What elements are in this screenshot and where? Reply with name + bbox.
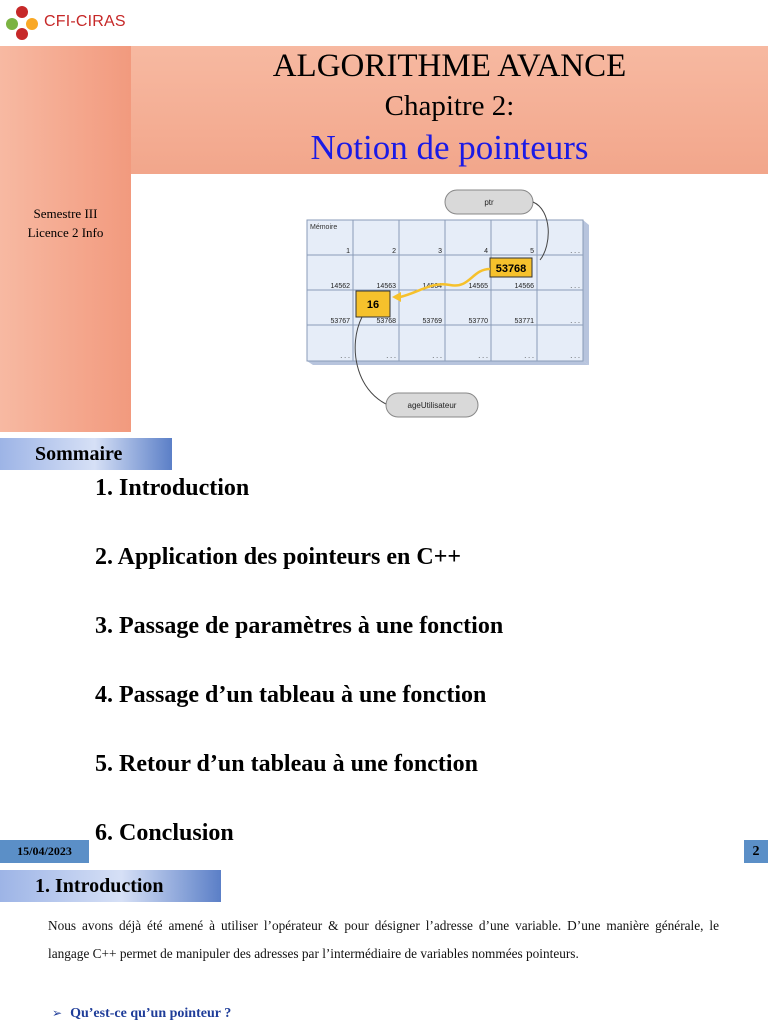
memory-label: Mémoire [310,224,338,231]
index-cell: 1 [346,248,350,255]
memory-diagram [300,185,600,423]
ellipsis-cell: . . . [340,353,350,360]
logo-text: CFI-CIRAS [44,13,126,30]
address-cell: 53767 [330,318,350,325]
level-line: Licence 2 Info [27,225,104,240]
date-badge: 15/04/2023 [0,840,89,863]
course-title: ALGORITHME AVANCE [272,48,627,84]
logo [2,2,142,44]
address-cell: 14565 [468,283,488,290]
toc-item-passage-parametres[interactable]: 3. Passage de paramètres à une fonction [95,613,504,639]
toc-item-conclusion[interactable]: 6. Conclusion [95,820,234,846]
grid-edge-right [583,220,589,365]
ellipsis-cell: . . . [386,353,396,360]
ptr-value: 53768 [495,263,527,275]
ptr-label: ptr [484,198,494,207]
toc-item-retour-tableau[interactable]: 5. Retour d’un tableau à une fonction [95,751,478,777]
variable-value: 16 [366,299,380,311]
address-cell: 53769 [422,318,442,325]
address-cell: 14562 [330,283,350,290]
semester-line: Semestre III [33,206,98,221]
index-cell: . . . [570,248,580,255]
introduction-paragraph: Nous avons déjà été amené à utiliser l’opérateur & pour désigner l’adresse d’une variable. D’une manière générale, le langage C++ permet de manipuler des adresses par l’intermédiaire de variables nommées pointeurs. [48,918,719,961]
toc-item-introduction[interactable]: 1. Introduction [95,475,250,501]
address-cell: 53771 [514,318,534,325]
ellipsis-cell: . . . [478,353,488,360]
variable-label: ageUtilisateur [407,401,457,410]
address-cell: 53768 [376,318,396,325]
question-text: Qu’est-ce qu’un pointeur ? [70,1006,232,1021]
page-number: 2 [744,840,768,863]
address-cell: . . . [570,283,580,290]
arrow-bullet-icon: ➢ [52,1006,63,1020]
address-cell: 14566 [514,283,534,290]
address-cell: 53770 [468,318,488,325]
semester-info [0,204,131,242]
index-cell: 4 [484,248,488,255]
address-cell: 14563 [376,283,396,290]
question-bullet [52,1006,231,1022]
address-cell: . . . [570,318,580,325]
ellipsis-cell: . . . [432,353,442,360]
address-cell: 14564 [422,283,442,290]
toc-item-application[interactable]: 2. Application des pointeurs en C++ [95,544,462,570]
chapter-title: Notion de pointeurs [310,128,589,167]
chapter-number: Chapitre 2: [384,90,515,122]
index-cell: 5 [530,248,534,255]
logo-emblem-icon [2,2,42,44]
index-cell: 2 [392,248,396,255]
introduction-heading: 1. Introduction [0,870,221,902]
toc-item-passage-tableau[interactable]: 4. Passage d’un tableau à une fonction [95,682,487,708]
index-cell: 3 [438,248,442,255]
sommaire-heading: Sommaire [0,438,172,470]
ellipsis-cell: . . . [570,353,580,360]
ellipsis-cell: . . . [524,353,534,360]
grid-edge-bottom [307,361,589,365]
